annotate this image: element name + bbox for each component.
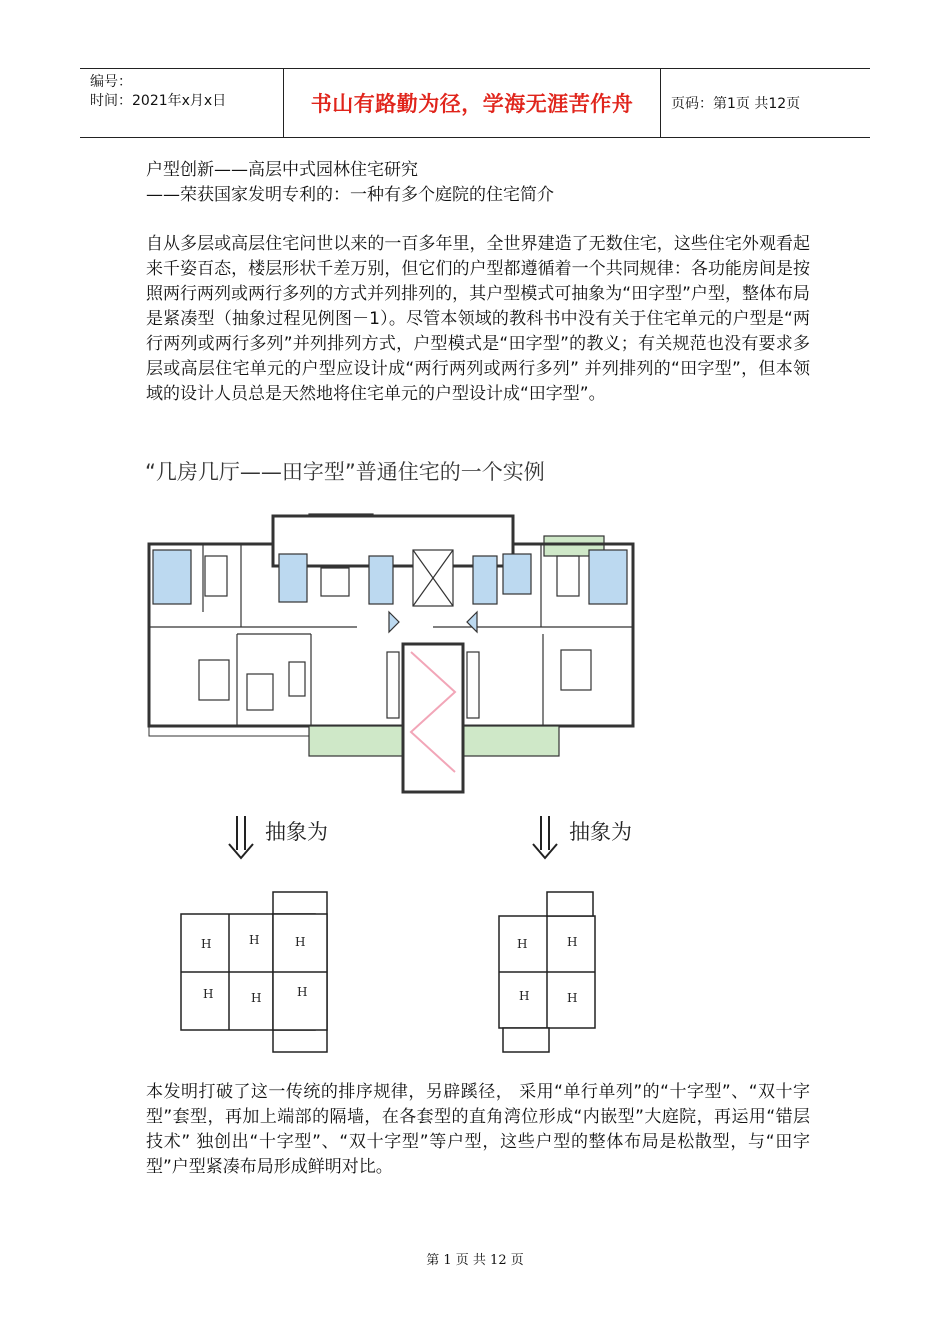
floor-plan xyxy=(149,514,633,792)
floorplan-figure xyxy=(143,452,647,1054)
doc-title: 户型创新——高层中式园林住宅研究 xyxy=(146,160,418,180)
cell-label: H xyxy=(519,989,530,1003)
header-page: 页码：第1页 共12页 xyxy=(671,96,801,112)
page-header xyxy=(80,68,870,138)
abstract-grid-right xyxy=(499,892,595,1052)
cell-label: H xyxy=(567,991,578,1005)
page-footer: 第 1 页 共 12 页 xyxy=(426,1253,524,1268)
cell-label: H xyxy=(249,933,260,947)
header-meta xyxy=(80,69,284,137)
cell-label: H xyxy=(567,935,578,949)
left-abstract-label: 抽象为 xyxy=(265,820,328,844)
paragraph-1: 自从多层或高层住宅问世以来的一百多年里，全世界建造了无数住宅，这些住宅外观看起来千姿百态，楼层形状千差万别，但它们的户型都遵循着一个共同规律：各功能房间是按照两行两列或两行多列的方式并列排列的，其户型模式可抽象为“田字型”户型，整体布局是紧凑型（抽象过程见例图－1）。尽管本领域的教科书中没有关于住宅单元的户型是“两行两列或两行多列”并列排列方式，户型模式是“田字型”的教义；有关规范也没有要求多层或高层住宅单元的户型应设计成“两行两列或两行多列” 并列排列的“田字型”，但本领域的设计人员总是天然地将住宅单元的户型设计成“田字型”。 xyxy=(146,234,810,404)
cell-label: H xyxy=(295,935,306,949)
header-number: 编号： xyxy=(90,74,132,90)
cell-label: H xyxy=(517,937,528,951)
paragraph-2: 本发明打破了这一传统的排序规律，另辟蹊径， 采用“单行单列”的“十字型”、“双十字型”套型，再加上端部的隔墙，在各套型的直角湾位形成“内嵌型”大庭院，再运用“错层技术” 独创出“十字型”、“双十字型”等户型，这些户型的整体布局是松散型，与“田字型”户型紧凑布局形成鲜明对比。 xyxy=(146,1082,810,1177)
doc-subtitle: ——荣获国家发明专利的：一种有多个庭院的住宅简介 xyxy=(146,185,554,205)
cell-label: H xyxy=(251,991,262,1005)
figure-caption: “几房几厅——田字型”普通住宅的一个实例 xyxy=(145,460,545,484)
right-down-arrow xyxy=(533,816,557,858)
header-motto: 书山有路勤为径，学海无涯苦作舟 xyxy=(284,69,661,137)
abstract-grid-left xyxy=(181,892,327,1052)
cell-label: H xyxy=(203,987,214,1001)
cell-label: H xyxy=(297,985,308,999)
header-time: 时间：2021年x月x日 xyxy=(90,93,227,109)
right-abstract-label: 抽象为 xyxy=(569,820,632,844)
cell-label: H xyxy=(201,937,212,951)
left-down-arrow xyxy=(229,816,253,858)
